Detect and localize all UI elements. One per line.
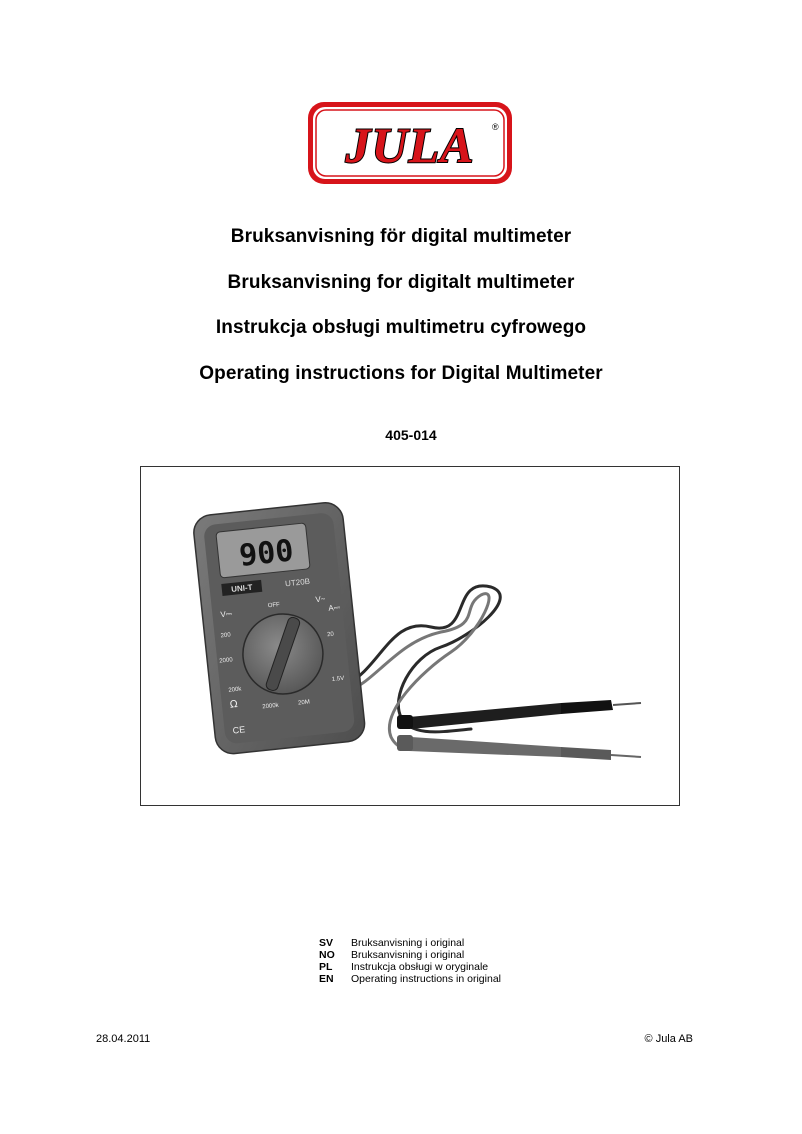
language-text: Instrukcja obsługi w oryginale bbox=[351, 961, 489, 973]
language-text: Bruksanvisning i original bbox=[351, 937, 465, 949]
language-code: SV bbox=[319, 937, 334, 949]
black-test-probe bbox=[397, 700, 641, 729]
language-text: Operating instructions in original bbox=[351, 973, 501, 985]
jula-logo bbox=[306, 100, 514, 186]
footer-copyright: © Jula AB bbox=[644, 1033, 693, 1045]
dial-label-20: 20 bbox=[326, 631, 335, 639]
dial-label-adc: A⎓ bbox=[327, 602, 341, 613]
brand-label: UNI-T bbox=[230, 582, 253, 594]
dial-label-off: OFF bbox=[267, 602, 281, 610]
language-list bbox=[319, 937, 501, 985]
dial-label-ohm: Ω bbox=[229, 698, 239, 711]
language-row-no bbox=[319, 949, 501, 961]
dial-label-1-5v: 1.5V bbox=[331, 675, 345, 683]
model-label: UT20B bbox=[284, 576, 311, 589]
language-code: PL bbox=[319, 961, 333, 973]
multimeter-body bbox=[192, 501, 366, 755]
title-no: Bruksanvisning for digitalt multimeter bbox=[227, 271, 575, 293]
title-pl: Instrukcja obsługi multimetru cyfrowego bbox=[215, 317, 587, 338]
title-en: Operating instructions for Digital Multimeter bbox=[199, 362, 603, 384]
dial-label-200k: 200k bbox=[228, 686, 242, 694]
dial-label-2000: 2000 bbox=[219, 657, 233, 665]
display-reading: 900 bbox=[237, 533, 296, 574]
dial-label-vdc: V⎓ bbox=[220, 609, 233, 620]
language-row-sv bbox=[319, 937, 501, 949]
ce-mark: CE bbox=[232, 724, 246, 736]
dial-label-20m: 20M bbox=[297, 699, 311, 707]
language-row-en bbox=[319, 973, 501, 985]
footer-date: 28.04.2011 bbox=[96, 1033, 151, 1045]
language-row-pl bbox=[319, 961, 501, 973]
dial-label-2000k: 2000k bbox=[262, 702, 279, 711]
dial-label-200: 200 bbox=[220, 632, 232, 640]
article-number: 405-014 bbox=[385, 427, 437, 443]
language-text: Bruksanvisning i original bbox=[351, 949, 465, 961]
product-photo bbox=[140, 466, 680, 806]
grey-test-probe bbox=[397, 735, 641, 760]
title-block bbox=[0, 226, 802, 408]
dial-label-vac: V~ bbox=[314, 594, 326, 605]
logo-wordmark: JULA bbox=[345, 117, 475, 173]
multimeter-illustration bbox=[141, 467, 681, 807]
title-sv: Bruksanvisning för digital multimeter bbox=[230, 226, 572, 247]
language-code: EN bbox=[319, 973, 334, 985]
logo-registered-mark: ® bbox=[492, 122, 499, 132]
language-code: NO bbox=[319, 949, 335, 961]
